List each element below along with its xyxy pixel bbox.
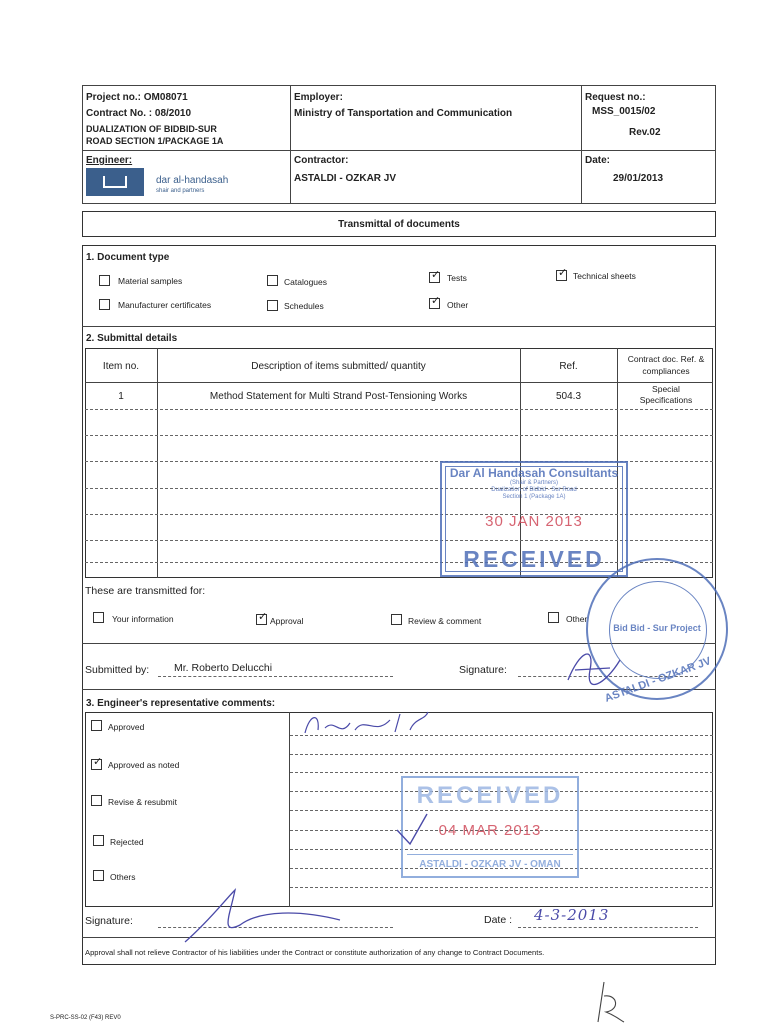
section-3-heading: 3. Engineer's representative comments: xyxy=(86,698,276,709)
project-desc: ROAD SECTION 1/PACKAGE 1A xyxy=(86,136,224,146)
stamp-consultant-sub: (Shair & Partners) xyxy=(509,480,558,486)
table-cell-contract-ref: Special Specifications xyxy=(639,384,693,405)
stamp-contractor-divider xyxy=(407,854,573,855)
option-label: Technical sheets xyxy=(573,271,636,281)
signature-label: Signature: xyxy=(459,664,507,676)
section-2-heading: 2. Submittal details xyxy=(86,333,178,344)
submitted-by-line xyxy=(158,676,393,677)
option-label: Approval xyxy=(270,616,304,626)
header-divider xyxy=(82,150,716,151)
stamp-consultant-sub: Dualization of Bidbid - Sur Road xyxy=(491,487,577,493)
checkbox-other[interactable]: ✓ xyxy=(431,295,441,307)
project-no: Project no.: OM08071 xyxy=(86,92,188,103)
request-value: MSS_0015/02 xyxy=(592,106,656,117)
footer-note: Approval shall not relieve Contractor of his liabilities under the Contract or constitute authorization of any change to Contract Documents. xyxy=(85,948,545,957)
engineer-logo xyxy=(103,176,127,188)
table-row-line xyxy=(85,435,713,436)
checkbox-approved[interactable] xyxy=(91,720,102,731)
stamp-contractor-footer: ASTALDI - OZKAR JV - OMAN xyxy=(419,859,561,870)
option-label: Manufacturer certificates xyxy=(118,300,212,310)
engineer-signature-label: Signature: xyxy=(85,915,133,927)
column-header: Item no. xyxy=(102,361,140,372)
option-label: Other xyxy=(566,614,588,624)
checkbox-manufacturer-certificates[interactable] xyxy=(99,299,110,310)
table-cell-desc: Method Statement for Multi Strand Post-Tensioning Works xyxy=(209,391,468,402)
checkbox-approval[interactable]: ✓ xyxy=(258,611,268,623)
contract-no: Contract No. : 08/2010 xyxy=(86,108,192,119)
employer-value: Ministry of Tansportation and Communication xyxy=(294,108,513,119)
option-label: Others xyxy=(110,872,136,882)
checkbox-catalogues[interactable] xyxy=(267,275,278,286)
checkbox-approved-as-noted[interactable]: ✓ xyxy=(93,756,103,768)
column-header: Contract doc. Ref. & compliances xyxy=(627,354,705,376)
stamp-contractor-date: 04 MAR 2013 xyxy=(438,822,542,839)
submitted-by-value: Mr. Roberto Delucchi xyxy=(174,662,273,674)
engineer-logo-sub: shair and partners xyxy=(156,188,205,194)
stamp-consultant-sub: Section 1 (Package 1A) xyxy=(502,494,566,500)
checkbox-material-samples[interactable] xyxy=(99,275,110,286)
form-code: S-PRC-SS-02 (F43) REV0 xyxy=(50,1015,121,1021)
stamp-round-ring: ASTALDI - OZKAR JV xyxy=(603,655,713,705)
stamp-consultant-name: Dar Al Handasah Consultants xyxy=(449,466,619,480)
checkbox-rejected[interactable] xyxy=(93,835,104,846)
checkbox-others[interactable] xyxy=(93,870,104,881)
engineer-signature xyxy=(180,880,360,950)
stamp-consultant-date: 30 JAN 2013 xyxy=(485,513,583,530)
option-label: Approved as noted xyxy=(108,760,180,770)
consultant-received-stamp xyxy=(440,461,628,577)
table-row-line xyxy=(85,409,713,410)
request-label: Request no.: xyxy=(585,92,646,103)
engineer-date-line xyxy=(518,927,698,928)
table-cell-item: 1 xyxy=(118,391,124,402)
approval-tick-mark xyxy=(392,810,432,850)
engineer-label: Engineer: xyxy=(86,155,133,166)
contractor-value: ASTALDI - OZKAR JV xyxy=(294,173,397,184)
header-divider xyxy=(290,85,291,204)
page-title: Transmittal of documents xyxy=(338,219,460,230)
table-cell-ref: 504.3 xyxy=(555,391,582,402)
transmitted-heading: These are transmitted for: xyxy=(85,585,206,597)
checkbox-technical-sheets[interactable]: ✓ xyxy=(558,267,568,279)
comment-line xyxy=(290,754,713,755)
option-label: Rejected xyxy=(110,837,144,847)
checkbox-other-purpose[interactable] xyxy=(548,612,559,623)
option-label: Your information xyxy=(112,614,174,624)
stamp-round-center: Bid Bid - Sur Project xyxy=(613,623,701,633)
submitted-by-label: Submitted by: xyxy=(85,664,150,676)
option-label: Other xyxy=(447,300,469,310)
checkbox-your-information[interactable] xyxy=(93,612,104,623)
date-value: 29/01/2013 xyxy=(613,173,664,184)
option-label: Schedules xyxy=(284,301,324,311)
date-label: Date: xyxy=(585,155,611,166)
checkbox-review-comment[interactable] xyxy=(391,614,402,625)
project-desc: DUALIZATION OF BIDBID-SUR xyxy=(86,124,217,134)
engineer-date-value: 4-3-2013 xyxy=(534,906,610,924)
page-initials xyxy=(590,976,630,1024)
checkbox-schedules[interactable] xyxy=(267,300,278,311)
checkbox-tests[interactable]: ✓ xyxy=(431,269,441,281)
engineer-date-label: Date : xyxy=(484,914,513,926)
section-1-heading: 1. Document type xyxy=(86,252,170,263)
column-header: Description of items submitted/ quantity xyxy=(251,361,426,372)
table-header-divider xyxy=(85,382,713,383)
header-divider xyxy=(581,85,582,204)
option-label: Tests xyxy=(447,273,467,283)
section-divider xyxy=(82,937,716,938)
option-label: Revise & resubmit xyxy=(108,797,177,807)
revision: Rev.02 xyxy=(629,127,661,138)
stamp-consultant-received: RECEIVED xyxy=(463,546,605,572)
stamp-contractor-received: RECEIVED xyxy=(416,782,564,809)
engineer-logo-text: dar al-handasah xyxy=(156,175,229,186)
option-label: Approved xyxy=(108,722,145,732)
option-label: Material samples xyxy=(118,276,183,286)
section-divider xyxy=(82,326,716,327)
column-header: Ref. xyxy=(559,361,578,372)
comment-line xyxy=(290,772,713,773)
engineer-comment-handwriting xyxy=(300,708,440,743)
employer-label: Employer: xyxy=(294,92,343,103)
contractor-signature xyxy=(560,640,630,690)
option-label: Catalogues xyxy=(284,277,328,287)
contractor-label: Contractor: xyxy=(294,155,349,166)
checkbox-revise-resubmit[interactable] xyxy=(91,795,102,806)
option-label: Review & comment xyxy=(408,616,482,626)
